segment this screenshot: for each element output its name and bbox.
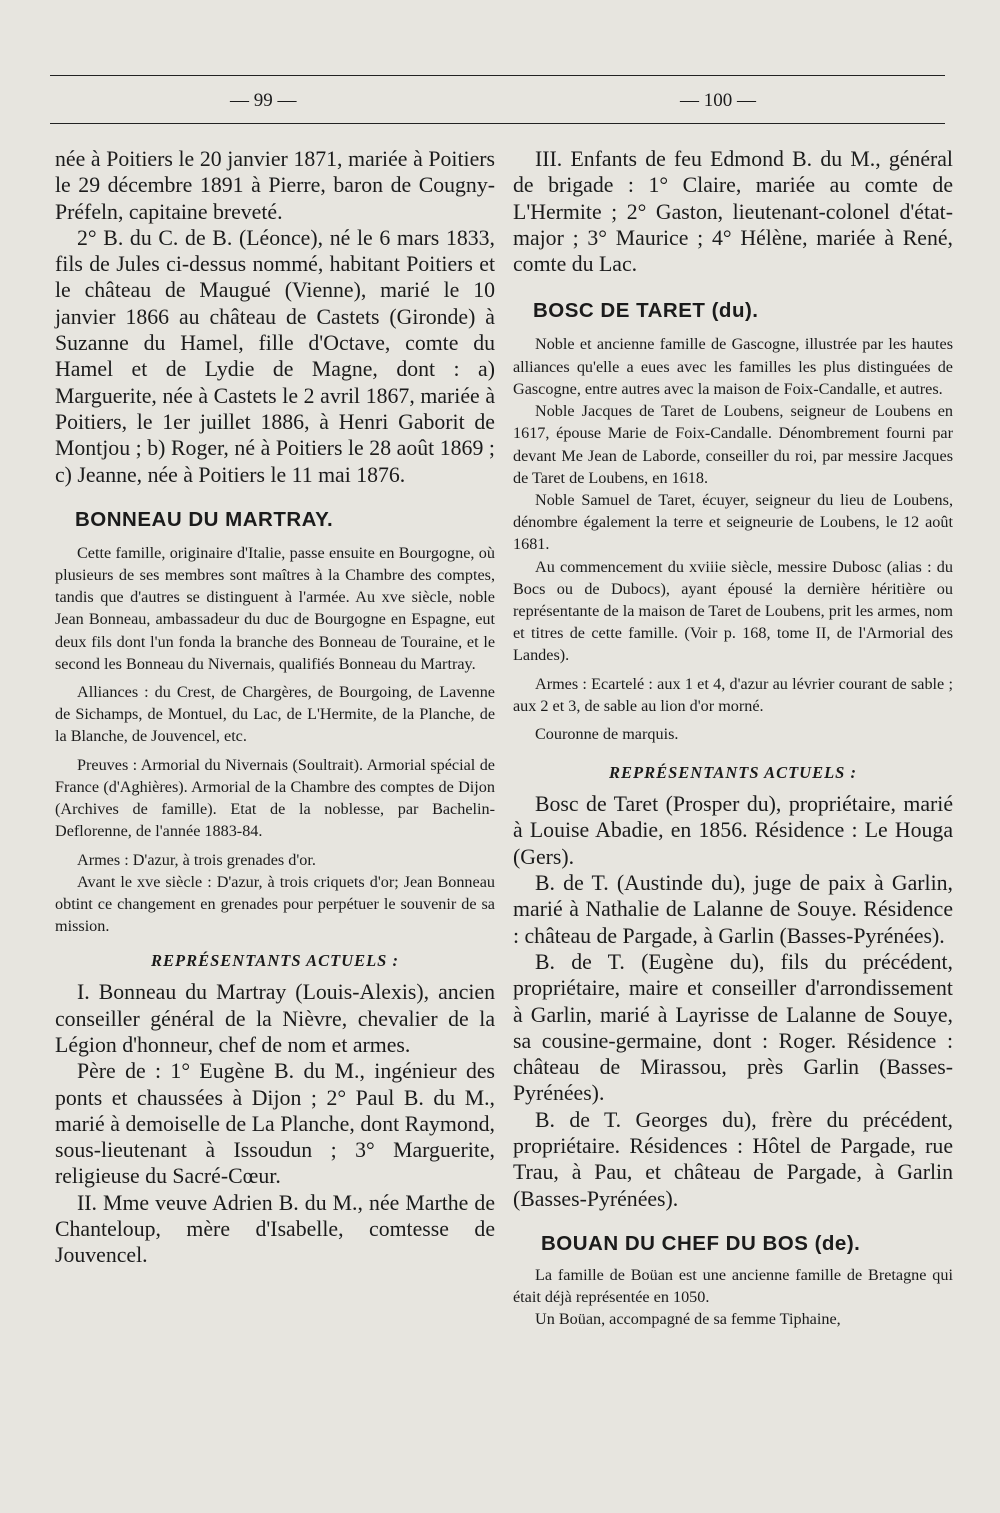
paragraph: B. de T. Georges du), frère du précédent, propriétaire. Résidences : Hôtel de Pargade, rue Trau, à Pau, et château de Pargade, à Garlin (Basses-Pyrénées). xyxy=(513,1107,953,1211)
page-number-right: — 100 — xyxy=(680,90,756,111)
subheading: REPRÉSENTANTS ACTUELS : xyxy=(151,951,399,971)
paragraph: B. de T. (Austinde du), juge de paix à Garlin, marié à Nathalie de Lalanne de Souye. Résidence : château de Pargade, à Garlin (Basses-Pyrénées). xyxy=(513,871,953,948)
paragraph: La famille de Boüan est une ancienne famille de Bretagne qui était déjà représentée en 1050. xyxy=(513,1265,953,1307)
paragraph: Cette famille, originaire d'Italie, passe ensuite en Bourgogne, où plusieurs de ses membres sont maîtres à la Chambre des comptes, tandis que d'autres se distinguent à l'armée. Au xve siècle, noble Jean Bonneau, ambassadeur du duc de Bourgogne en Espagne, eut deux fils dont l'un fonda la branche des Bonneau de Touraine, et le second les Bonneau du Nivernais, qualifiés Bonneau du Martray. xyxy=(55,543,495,673)
paragraph: Un Boüan, accompagné de sa femme Tiphaine, xyxy=(535,1310,841,1329)
paragraph: Bosc de Taret (Prosper du), propriétaire, marié à Louise Abadie, en 1856. Résidence : Le Houga (Gers). xyxy=(513,792,953,869)
section-heading: BOSC DE TARET (du). xyxy=(533,299,759,323)
subheading: REPRÉSENTANTS ACTUELS : xyxy=(609,763,857,783)
paragraph: Noble et ancienne famille de Gascogne, illustrée par les hautes alliances qu'elle a eues avec les familles les plus distinguées de Gascogne, entre autres avec la maison de Foix-Candalle, et autres. xyxy=(513,335,953,398)
paragraph: Preuves : Armorial du Nivernais (Soultrait). Armorial spécial de France (d'Aghières). Armorial de la Chambre des comptes de Dijon (Archives de famille). Etat de la noblesse, par Bachelin-Deflorenne, de l'année 1883-84. xyxy=(55,755,495,841)
paragraph: 2° B. du C. de B. (Léonce), né le 6 mars 1833, fils de Jules ci-dessus nommé, habitant Poitiers et le château de Maugué (Vienne), marié le 10 janvier 1866 au château de Castets (Gironde) à Suzanne du Hamel, fille d'Octave, comte du Hamel et de Lydie de Magne, dont : a) Marguerite, née à Castets le 2 avril 1867, mariée à Poitiers, le 1er juillet 1886, à Henri Gaborit de Montjou ; b) Roger, né à Poitiers le 28 août 1869 ; c) Jeanne, née à Poitiers le 11 mai 1876. xyxy=(55,225,495,487)
page-number-left: — 99 — xyxy=(230,90,297,111)
paragraph: III. Enfants de feu Edmond B. du M., général de brigade : 1° Claire, mariée au comte de L'Hermite ; 2° Gaston, lieutenant-colonel d'état-major ; 3° Maurice ; 4° Hélène, mariée à René, comte du Lac. xyxy=(513,147,953,277)
paragraph: II. Mme veuve Adrien B. du M., née Marthe de Chanteloup, mère d'Isabelle, comtesse de Jouvencel. xyxy=(55,1190,495,1268)
paragraph: Armes : D'azur, à trois grenades d'or. xyxy=(77,850,316,869)
section-heading: BOUAN DU CHEF DU BOS (de). xyxy=(541,1231,861,1255)
paragraph: Père de : 1° Eugène B. du M., ingénieur des ponts et chaussées à Dijon ; 2° Paul B. du M., marié à demoiselle de La Planche, dont Raymond, sous-lieutenant à Issoudun ; 3° Marguerite, religieuse du Sacré-Cœur. xyxy=(55,1059,495,1189)
paragraph: I. Bonneau du Martray (Louis-Alexis), ancien conseiller général de la Nièvre, chevalier de la Légion d'honneur, chef de nom et armes. xyxy=(55,980,495,1057)
paragraph: Alliances : du Crest, de Chargères, de Bourgoing, de Lavenne de Sichamps, de Montuel, du Lac, de L'Hermite, de la Planche, de la Blanche, de Jouvencel, etc. xyxy=(55,683,495,746)
section-heading: BONNEAU DU MARTRAY. xyxy=(75,507,334,531)
paragraph: Armes : Ecartelé : aux 1 et 4, d'azur au lévrier courant de sable ; aux 2 et 3, de sable au lion d'or morné. xyxy=(513,674,953,715)
right-column xyxy=(513,146,953,1331)
paragraph: Noble Jacques de Taret de Loubens, seigneur de Loubens en 1617, épouse Marie de Foix-Candalle. Dénombrement fourni par devant Me Jean de Laborde, conseiller du roi, par messire Jacques de Taret de Loubens, en 1618. xyxy=(513,402,953,487)
paragraph: née à Poitiers le 20 janvier 1871, mariée à Poitiers le 29 décembre 1891 à Pierre, baron de Cougny-Préfeln, capitaine breveté. xyxy=(55,147,495,224)
top-rule xyxy=(50,75,945,76)
paragraph: Avant le xve siècle : D'azur, à trois criquets d'or; Jean Bonneau obtint ce changement en grenades pour perpétuer le souvenir de sa mission. xyxy=(55,872,495,936)
left-column xyxy=(55,146,495,1269)
paragraph: B. de T. (Eugène du), fils du précédent, propriétaire, maire et conseiller d'arrondissement à Garlin, marié à Layrisse de Lalanne de Souye, sa cousine-germaine, dont : Roger. Résidence : château de Mirassou, près Garlin (Basses-Pyrénées). xyxy=(513,949,953,1106)
header-rule xyxy=(50,123,945,124)
paragraph: Couronne de marquis. xyxy=(535,724,679,743)
paragraph: Au commencement du xviiie siècle, messire Dubosc (alias : du Bocs ou de Dubocs), ayant épousé la dernière héritière ou représentante de la maison de Taret de Loubens, prit les armes, nom et titres de cette famille. (Voir p. 168, tome II, de l'Armorial des Landes). xyxy=(513,557,953,665)
paragraph: Noble Samuel de Taret, écuyer, seigneur du lieu de Loubens, dénombre également la terre et seigneurie de Loubens, le 12 août 1681. xyxy=(513,490,953,554)
